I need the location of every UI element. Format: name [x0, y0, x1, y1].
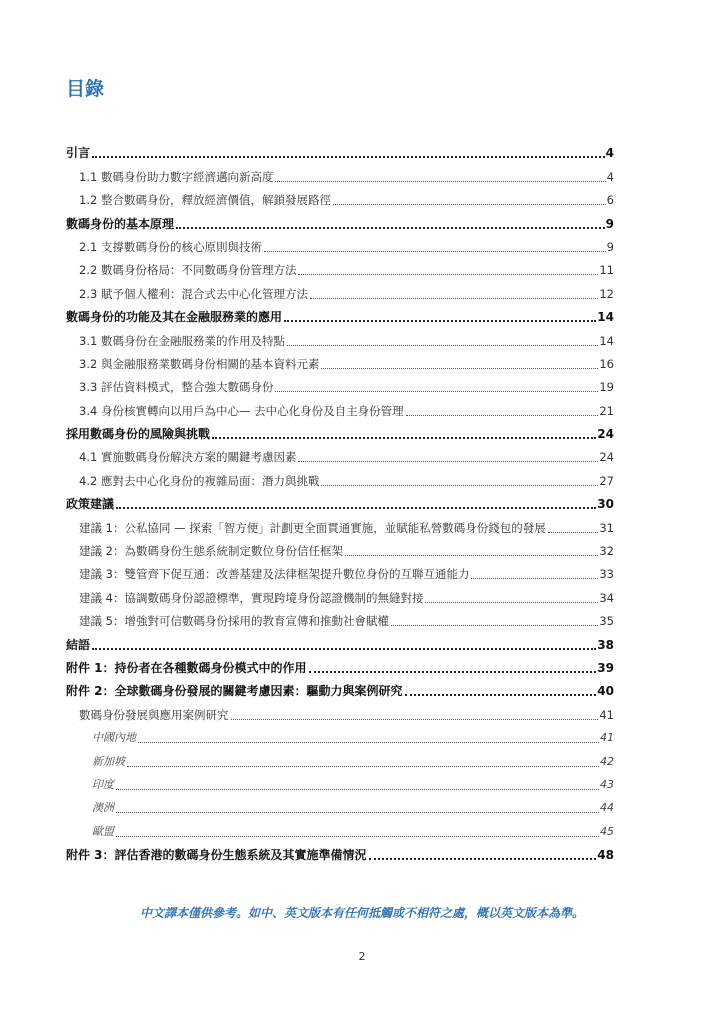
toc-entry-page: 45: [600, 824, 614, 838]
toc-entry-page: 14: [599, 333, 614, 348]
toc-entry[interactable]: [66, 302, 614, 325]
toc-entry-page: 38: [597, 637, 614, 652]
toc-entry-page: 14: [597, 310, 614, 325]
toc-dot-leader: [284, 319, 596, 322]
toc-entry-page: 12: [599, 286, 614, 301]
toc-dot-leader: [231, 718, 599, 720]
toc-dot-leader: [548, 531, 599, 533]
toc-entry-title: 4.2 應對去中心化身份的複雜局面：潛力與挑戰: [79, 473, 320, 488]
toc-entry-page: 41: [600, 731, 614, 745]
toc-entry-page: 31: [599, 520, 614, 535]
toc-dot-leader: [471, 577, 598, 579]
toc-entry[interactable]: [66, 208, 614, 231]
toc-entry-page: 21: [599, 403, 614, 418]
toc-entry[interactable]: [66, 746, 614, 769]
toc-entry-page: 43: [600, 777, 614, 791]
toc-entry[interactable]: [66, 676, 614, 699]
toc-entry[interactable]: [66, 653, 614, 676]
toc-entry[interactable]: [66, 255, 614, 278]
toc-entry-title: 3.1 數碼身份在金融服務業的作用及特點: [79, 333, 285, 348]
toc-dot-leader: [310, 297, 598, 299]
toc-entry-title: 建議 5：增強對可信數碼身份採用的教育宣傳和推動社會賦權: [79, 614, 389, 629]
toc-entry-title: 引言: [66, 146, 91, 161]
toc-entry-title: 3.2 與金融服務業數碼身份相關的基本資料元素: [79, 356, 320, 371]
toc-dot-leader: [321, 484, 598, 486]
toc-entry-title: 2.3 賦予個人權利：混合式去中心化管理方法: [79, 286, 308, 301]
toc-entry-title: 建議 4：協調數碼身份認證標準，實現跨境身份認證機制的無縫對接: [79, 590, 424, 605]
toc-entry[interactable]: [66, 419, 614, 442]
toc-entry-title: 3.4 身份核實轉向以用戶為中心— 去中心化身份及自主身份管理: [79, 403, 404, 418]
toc-entry[interactable]: [66, 138, 614, 161]
toc-dot-leader: [405, 693, 597, 696]
toc-dot-leader: [321, 367, 598, 369]
toc-entry-page: 34: [599, 590, 614, 605]
toc-entry-title: 中國內地: [92, 731, 136, 745]
toc-entry-page: 39: [597, 660, 614, 675]
toc-entry-page: 33: [599, 567, 614, 582]
toc-entry[interactable]: [66, 559, 614, 582]
toc-entry-page: 41: [599, 707, 614, 722]
toc-entry-title: 1.2 整合數碼身份，釋放經濟價值，解鎖發展路徑: [79, 193, 331, 208]
toc-dot-leader: [116, 788, 599, 790]
toc-entry-page: 44: [600, 801, 614, 815]
toc-dot-leader: [369, 857, 597, 860]
toc-dot-leader: [116, 506, 596, 509]
toc-entry-title: 3.3 評估資料模式，整合強大數碼身份: [79, 380, 274, 395]
toc-entry[interactable]: [66, 582, 614, 605]
toc-entry-page: 24: [599, 450, 614, 465]
toc-entry[interactable]: [66, 349, 614, 372]
toc-entry[interactable]: [66, 489, 614, 512]
toc-dot-leader: [275, 390, 598, 392]
toc-entry[interactable]: [66, 770, 614, 793]
toc-dot-leader: [176, 226, 605, 229]
toc-dot-leader: [333, 203, 606, 205]
toc-entry[interactable]: [66, 442, 614, 465]
toc-entry-title: 數碼身份發展與應用案例研究: [79, 707, 229, 722]
toc-entry-page: 30: [597, 497, 614, 512]
toc-entry-page: 40: [597, 684, 614, 699]
page-number: 2: [358, 950, 366, 963]
toc-entry-title: 歐盟: [92, 824, 114, 838]
toc-dot-leader: [116, 835, 599, 837]
toc-dot-leader: [138, 741, 599, 743]
toc-entry-page: 4: [606, 169, 614, 184]
toc-entry[interactable]: [66, 465, 614, 488]
toc-dot-leader: [345, 554, 598, 556]
toc-entry[interactable]: [66, 840, 614, 863]
toc-entry-page: 16: [599, 356, 614, 371]
toc-entry[interactable]: [66, 606, 614, 629]
toc-entry-title: 建議 3：雙管齊下促互通：改善基建及法律框架提升數位身份的互聯互通能力: [79, 567, 470, 582]
toc-entry[interactable]: [66, 629, 614, 652]
toc-entry-title: 政策建議: [66, 497, 115, 512]
toc-entry-page: 27: [599, 473, 614, 488]
toc-entry-page: 24: [597, 427, 614, 442]
page-title: 目錄: [66, 78, 105, 100]
toc-dot-leader: [92, 647, 596, 650]
toc-dot-leader: [406, 414, 599, 416]
toc-entry-title: 附件 3：評估香港的數碼身份生態系統及其實施準備情況: [66, 848, 367, 863]
toc-entry-title: 印度: [92, 777, 114, 791]
toc-entry-title: 採用數碼身份的風險與挑戰: [66, 427, 211, 442]
table-of-contents: [66, 138, 614, 863]
toc-entry[interactable]: [66, 232, 614, 255]
toc-entry-page: 48: [597, 848, 614, 863]
toc-entry-page: 19: [599, 380, 614, 395]
toc-dot-leader: [275, 180, 605, 182]
translation-disclaimer: 中文譯本僅供參考。如中、英文版本有任何抵觸或不相符之處，概以英文版本為準。: [139, 906, 584, 920]
toc-entry-page: 4: [605, 146, 614, 161]
toc-entry[interactable]: [66, 185, 614, 208]
toc-dot-leader: [309, 670, 597, 673]
toc-entry-title: 結語: [66, 637, 91, 652]
toc-entry-page: 32: [599, 544, 614, 559]
toc-entry[interactable]: [66, 278, 614, 301]
toc-dot-leader: [298, 460, 598, 462]
toc-entry-page: 35: [599, 614, 614, 629]
toc-entry[interactable]: [66, 512, 614, 535]
toc-entry[interactable]: [66, 699, 614, 722]
toc-entry-title: 附件 1：持份者在各種數碼身份模式中的作用: [66, 660, 307, 675]
toc-dot-leader: [298, 273, 598, 275]
toc-entry-title: 建議 1：公私協同 — 探索「智方便」計劃更全面貫通實施，並賦能私營數碼身份錢包的發展: [79, 520, 546, 535]
toc-entry-title: 數碼身份的功能及其在金融服務業的應用: [66, 310, 283, 325]
toc-entry-page: 42: [600, 754, 614, 768]
toc-dot-leader: [264, 250, 606, 252]
toc-entry[interactable]: [66, 325, 614, 348]
toc-entry[interactable]: [66, 372, 614, 395]
toc-dot-leader: [92, 155, 605, 158]
toc-entry-page: 9: [606, 239, 614, 254]
toc-entry-title: 4.1 實施數碼身份解決方案的關鍵考慮因素: [79, 450, 297, 465]
toc-entry-page: 9: [605, 216, 614, 231]
toc-entry-page: 6: [606, 193, 614, 208]
toc-entry[interactable]: [66, 161, 614, 184]
toc-entry[interactable]: [66, 395, 614, 418]
toc-dot-leader: [425, 601, 598, 603]
toc-dot-leader: [287, 344, 598, 346]
toc-dot-leader: [127, 765, 599, 767]
toc-entry-title: 澳洲: [92, 801, 114, 815]
toc-dot-leader: [116, 811, 599, 813]
toc-entry[interactable]: [66, 536, 614, 559]
toc-entry-title: 新加坡: [92, 754, 125, 768]
toc-dot-leader: [391, 624, 598, 626]
toc-entry-title: 數碼身份的基本原理: [66, 216, 175, 231]
toc-entry-title: 2.2 數碼身份格局：不同數碼身份管理方法: [79, 263, 297, 278]
toc-entry-title: 建議 2：為數碼身份生態系統制定數位身份信任框架: [79, 544, 343, 559]
toc-entry[interactable]: [66, 816, 614, 839]
toc-entry[interactable]: [66, 793, 614, 816]
toc-entry-page: 11: [599, 263, 614, 278]
toc-entry[interactable]: [66, 723, 614, 746]
toc-entry-title: 2.1 支撐數碼身份的核心原則與技術: [79, 239, 262, 254]
toc-entry-title: 1.1 數碼身份助力數字經濟邁向新高度: [79, 169, 274, 184]
toc-dot-leader: [212, 436, 596, 439]
toc-entry-title: 附件 2：全球數碼身份發展的關鍵考慮因素：驅動力與案例研究: [66, 684, 403, 699]
